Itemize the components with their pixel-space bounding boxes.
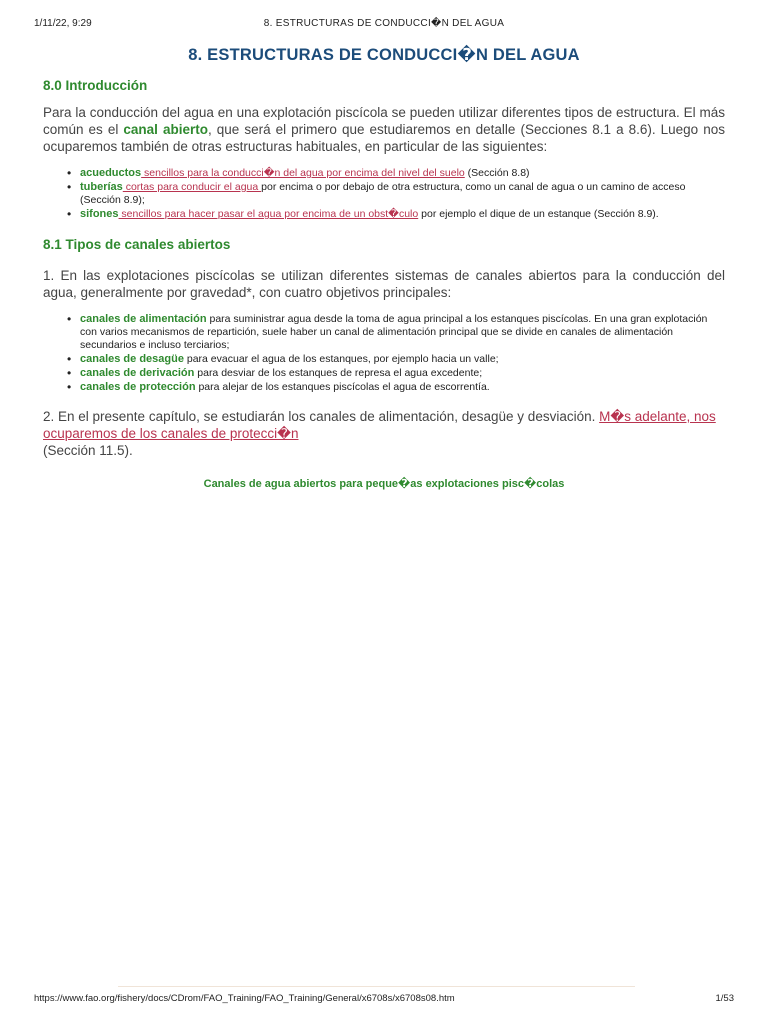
paragraph-2-reference: (Sección 11.5). [43, 443, 133, 458]
heading-tipos-canales: 8.1 Tipos de canales abiertos [43, 237, 231, 252]
link-acueductos[interactable]: sencillos para la conducci�n del agua por encima del nivel del suelo [141, 167, 465, 179]
document-title: 8. ESTRUCTURAS DE CONDUCCI�N DEL AGUA [188, 46, 580, 64]
figure-caption: Canales de agua abiertos para peque�as explotaciones pisc�colas [203, 478, 565, 490]
list-item-text: para desviar de los estanques de represa el agua excedente; [194, 367, 483, 379]
list-item-proteccion [80, 381, 725, 394]
term-canales-derivacion: canales de derivación [80, 367, 195, 379]
term-sifones: sifones [80, 208, 119, 220]
term-canales-alimentacion: canales de alimentación [80, 313, 207, 325]
footer-divider [118, 986, 635, 987]
list-item-tuberias [80, 181, 725, 207]
list-item-text: para suministrar agua desde la toma de agua principal a los estanques piscícolas. En una gran explotación con varios mecanismos de repartición, suele haber un canal de alimentación principal que se divide en canales de alimentación secundarios e incluso terciarios; [80, 313, 708, 351]
list-item-text: para evacuar el agua de los estanques, por ejemplo hacia un valle; [183, 353, 499, 365]
intro-text-end: , que será el primero que estudiaremos en detalle (Secciones 8.1 a 8.6). Luego nos ocuparemos también de otras estructuras habituales, en particular de las siguientes: [43, 122, 725, 154]
link-tuberias[interactable]: cortas para conducir el agua [122, 181, 262, 193]
link-sifones[interactable]: sencillos para hacer pasar el agua por encima de un obst�culo [118, 208, 419, 220]
print-date: 1/11/22, 9:29 [34, 18, 92, 29]
list-item-alimentacion [80, 313, 725, 352]
document-content [43, 40, 725, 490]
print-page-title: 8. ESTRUCTURAS DE CONDUCCI�N DEL AGUA [263, 18, 505, 29]
list-item-text: por encima o por debajo de otra estructura, como un canal de agua o un camino de acceso (Sección 8.9); [80, 181, 686, 206]
link-canales-proteccion[interactable]: M�s adelante, nos ocuparemos de los canales de protecci�n [43, 409, 716, 441]
term-canales-desague: canales de desagüe [80, 353, 184, 365]
intro-paragraph [43, 104, 725, 155]
term-acueductos: acueductos [80, 167, 142, 179]
list-item-derivacion [80, 367, 725, 380]
list-item-text: (Sección 8.8) [464, 167, 530, 179]
print-header [34, 18, 734, 32]
list-item-acueductos [80, 167, 725, 180]
canal-types-list [43, 313, 725, 394]
list-item-sifones [80, 208, 725, 221]
section-81-paragraph-2 [43, 408, 725, 459]
section-81-paragraph-1: 1. En las explotaciones piscícolas se utilizan diferentes sistemas de canales abiertos para la conducción del agua, generalmente por gravedad*, con cuatro objetivos principales: [43, 268, 725, 300]
paragraph-2-text: 2. En el presente capítulo, se estudiarán los canales de alimentación, desagüe y desviación. [43, 409, 600, 424]
term-canal-abierto: canal abierto [123, 122, 208, 137]
list-item-text: para alejar de los estanques piscícolas el agua de escorrentía. [195, 381, 490, 393]
term-canales-proteccion: canales de protección [80, 381, 196, 393]
list-item-desague [80, 353, 725, 366]
page-number: 1/53 [715, 993, 734, 1004]
list-item-text: por ejemplo el dique de un estanque (Sección 8.9). [418, 208, 659, 220]
intro-text-start: Para la conducción del agua en una explotación piscícola se pueden utilizar diferentes tipos de estructura. El más común es el [43, 105, 725, 137]
page-url: https://www.fao.org/fishery/docs/CDrom/FAO_Training/FAO_Training/General/x6708s/x6708s08.htm [34, 993, 455, 1004]
term-tuberias: tuberías [80, 181, 123, 193]
heading-introduccion: 8.0 Introducción [43, 78, 148, 93]
structures-list [43, 167, 725, 221]
